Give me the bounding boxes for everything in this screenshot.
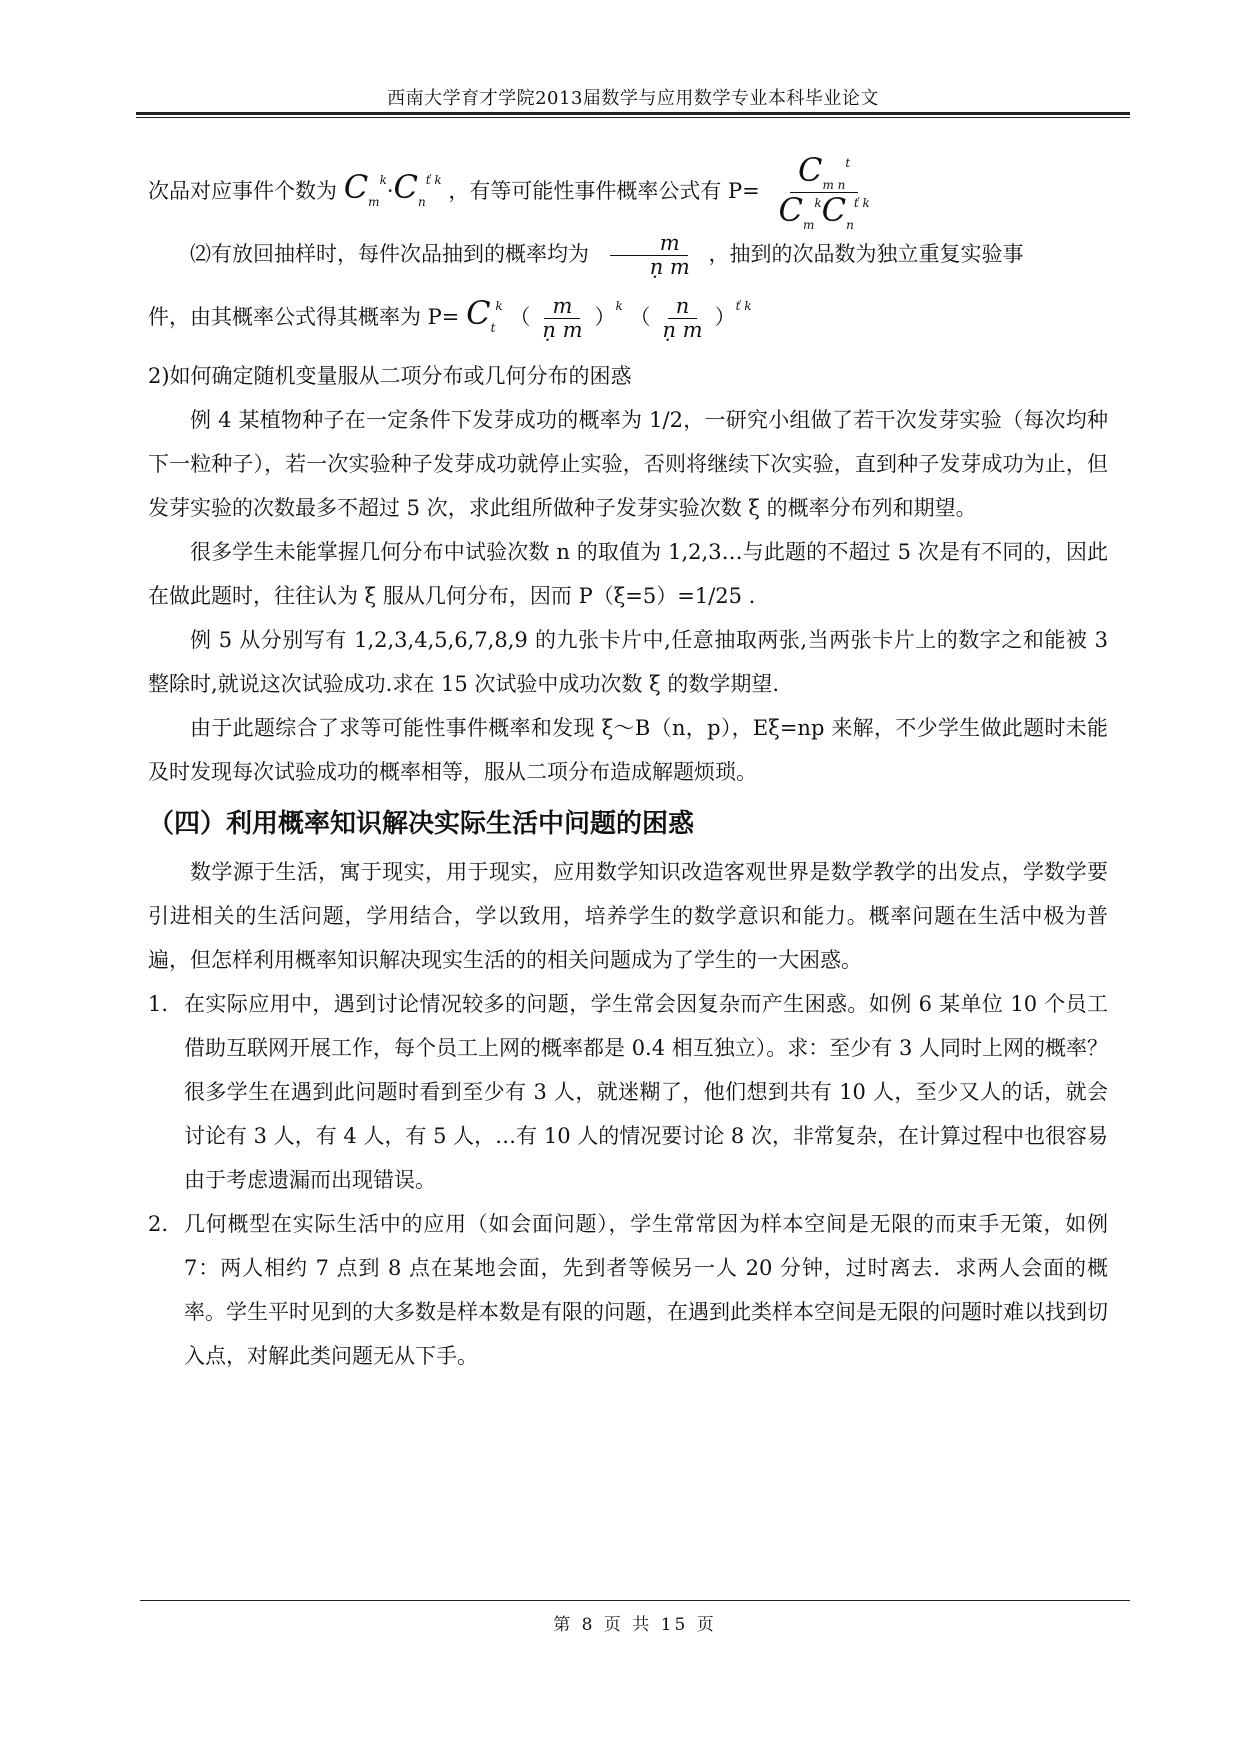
sampling-frac-num: m — [610, 232, 688, 256]
paragraph-sampling — [148, 228, 1108, 280]
page-header: 西南大学育才学院2013届数学与应用数学专业本科毕业论文 — [387, 88, 879, 109]
page-body — [148, 150, 1108, 1378]
example-4: 例 4 某植物种子在一定条件下发芽成功的概率为 1/2，一研究小组做了若干次发芽实验（每次均种下一粒种子），若一次实验种子发芽成功就停止实验，否则将继续下次实验，直到种子发芽成功为止，但发芽实验的次数最多不超过 5 次，求此组所做种子发芽实验次数 ξ 的概率分布列和期望。 — [148, 408, 1108, 520]
list-item — [148, 1202, 1108, 1378]
paragraph-life: 数学源于生活，寓于现实，用于现实，应用数学知识改造客观世界是数学教学的出发点，学数学要引进相关的生活问题，学用结合，学以致用，培养学生的数学意识和能力。概率问题在生活中极为普遍，但怎样利用概率知识解决现实生活的的相关问题成为了学生的一大困惑。 — [148, 860, 1108, 972]
sampling-fraction-3 — [654, 295, 710, 342]
sampling-frac3-den: ṇ m — [662, 318, 703, 342]
paragraph-sampling-cont: 件，由其概率公式得其概率为 $P= C_t^k$ （ $\frac{m}{\text{ṇ m}}$ ）$^k$ （ $\frac{n}{\text{ṇ m}}$ ）$^{ť k}$ — [148, 293, 752, 342]
sampling-frac3-num: n — [668, 295, 698, 319]
paragraph-binomial: 由于此题综合了求等可能性事件概率和发现 ξ～B（n，p），Eξ=np 来解，不少学生做此题时未能及时发现每次试验成功的概率相等，服从二项分布造成解题烦琐。 — [148, 716, 1108, 784]
probability-denominator: $C_m^kC_n^{ť k}$ — [778, 191, 870, 232]
combination-sup: k — [379, 173, 387, 187]
combination-sub: m — [368, 195, 380, 209]
combination-sub-3: t — [490, 321, 496, 335]
list-number: 1. — [148, 992, 169, 1016]
list-text: 几何概型在实际生活中的应用（如会面问题），学生常常因为样本空间是无限的而束手无策，如例 7：两人相约 7 点到 8 点在某地会面，先到者等候另一人 20 分钟，过时离去．求两人会面的概率。学生平时见到的大多数是样本数是有限的问题，在遇到此类样本空间是无限的问题时难以找到切入点，对解此类问题无从下手。 — [184, 1212, 1108, 1368]
combination-symbol: C — [343, 168, 369, 206]
sampling-frac2-num: m — [544, 295, 580, 319]
combination-symbol-3: C — [466, 294, 491, 332]
formula-text-a: 次品对应事件个数为 — [148, 179, 337, 203]
combination-symbol-2: C — [393, 168, 419, 206]
sampling-fraction — [600, 232, 698, 279]
sampling-frac-den: ṇ m — [649, 255, 690, 279]
example-5: 例 5 从分别写有 1,2,3,4,5,6,7,8,9 的九张卡片中,任意抽取两张,当两张卡片上的数字之和能被 3 整除时,就说这次试验成功.求在 15 次试验中成功次数 ξ 的数学期望. — [148, 628, 1108, 696]
probability-fraction — [770, 150, 877, 232]
list-item — [148, 982, 1108, 1202]
section-4-title: （四）利用概率知识解决实际生活中问题的困惑 — [148, 809, 695, 839]
combination-sub-2: n — [418, 195, 426, 209]
header-rule-thick — [136, 112, 1130, 115]
probability-numerator: $C_{m n}^t$ — [790, 153, 858, 193]
subheading-distribution: 2)如何确定随机变量服从二项分布或几何分布的困惑 — [148, 364, 632, 388]
sampling-fraction-2 — [534, 295, 590, 342]
sampling-text-a: ⑵有放回抽样时，每件次品抽到的概率均为 — [190, 242, 589, 266]
sampling-text-c: 件，由其概率公式得其概率为 P= — [148, 305, 460, 329]
sampling-frac2-den: ṇ m — [542, 318, 583, 342]
combination-sup-2: ť k — [425, 173, 442, 187]
combination-sup-3: k — [495, 299, 503, 313]
header-rule-thin — [136, 117, 1130, 118]
formula-text-b: ，有等可能性事件概率公式有 P= — [448, 179, 760, 203]
paragraph-geometric: 很多学生未能掌握几何分布中试验次数 n 的取值为 1,2,3…与此题的不超过 5 次是有不同的，因此在做此题时，往往认为 ξ 服从几何分布，因而 P（ξ=5）=1/25 . — [148, 540, 1108, 608]
list-text: 在实际应用中，遇到讨论情况较多的问题，学生常会因复杂而产生困惑。如例 6 某单位 10 个员工借助互联网开展工作，每个员工上网的概率都是 0.4 相互独立）。求：至少有 3 人同时上网的概率？很多学生在遇到此问题时看到至少有 3 人，就迷糊了，他们想到共有 10 人，至少又人的话，就会讨论有 3 人，有 4 人，有 5 人，…有 10 人的情况要讨论 8 次，非常复杂，在计算过程中也很容易由于考虑遗漏而出现错误。 — [184, 992, 1108, 1192]
footer-rule — [140, 1600, 1130, 1601]
formula-line-1: 次品对应事件个数为 $C_m^k\cdot C_n^{ť k}$ ，有等可能性事件概率公式有 P= $\frac{C_{m n}^t}{C_m^kC_n^{ť k}}$ — [148, 150, 1108, 210]
page-number: 第 8 页 共 15 页 — [553, 1615, 717, 1635]
list-number: 2. — [148, 1212, 169, 1236]
sampling-text-b: ，抽到的次品数为独立重复实验事 — [708, 242, 1024, 266]
